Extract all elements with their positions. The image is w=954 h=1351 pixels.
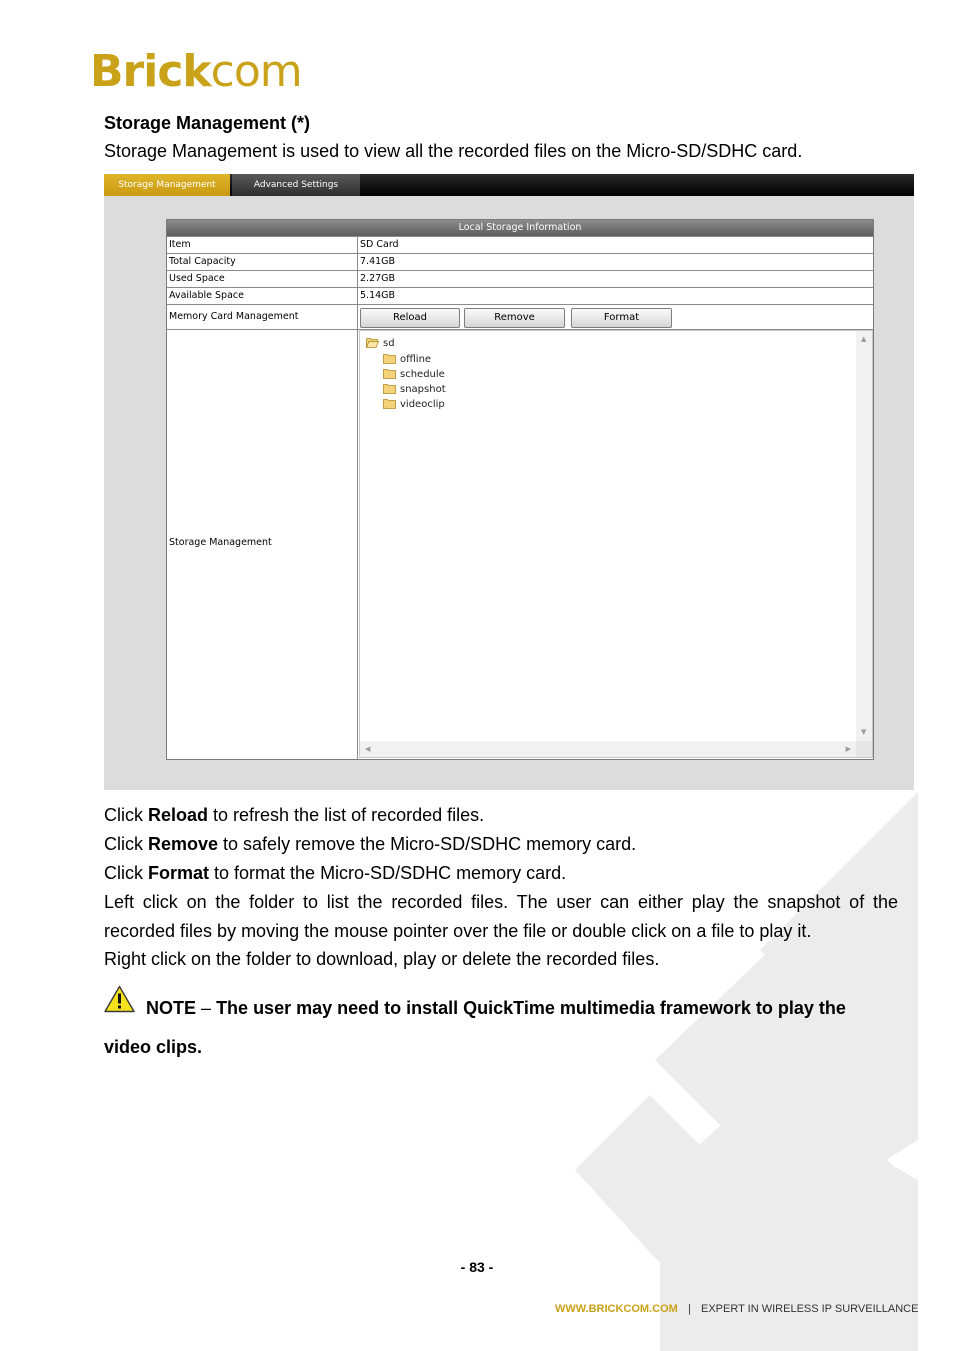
section-intro: Storage Management is used to view all the recorded files on the Micro-SD/SDHC card.: [104, 141, 803, 161]
memory-card-row: [167, 304, 873, 329]
scroll-left-icon[interactable]: ◀: [365, 745, 371, 753]
footer-url[interactable]: WWW.BRICKCOM.COM: [555, 1303, 678, 1315]
tree-node-folder[interactable]: videoclip: [383, 398, 445, 412]
page-number: - 83 -: [460, 1259, 494, 1275]
section-title: Storage Management (*): [104, 113, 311, 133]
table-row: [167, 253, 873, 270]
folder-icon: [383, 368, 396, 379]
reload-button[interactable]: Reload: [360, 308, 460, 328]
tree-node-folder[interactable]: snapshot: [383, 383, 446, 397]
horizontal-scrollbar[interactable]: [360, 741, 856, 757]
footer-slogan: EXPERT IN WIRELESS IP SURVEILLANCE: [701, 1303, 919, 1315]
row-label: Used Space: [169, 273, 225, 284]
scroll-up-icon[interactable]: ▲: [861, 335, 867, 343]
table-title: Local Storage Information: [167, 220, 873, 236]
local-storage-table: [166, 219, 874, 760]
folder-icon: [383, 383, 396, 394]
folder-icon: [383, 398, 396, 409]
scroll-right-icon[interactable]: ▶: [845, 745, 851, 753]
instruction-left-click-2: recorded files by moving the mouse pointer over the file or double click on a file to play it.: [104, 921, 812, 941]
folder-icon: [383, 353, 396, 364]
table-row: [167, 236, 873, 253]
tab-advanced-settings[interactable]: Advanced Settings: [232, 174, 360, 196]
storage-management-screenshot: [104, 174, 914, 790]
memory-card-label: Memory Card Management: [169, 311, 299, 322]
table-row: [167, 270, 873, 287]
tree-node-folder[interactable]: schedule: [383, 368, 445, 382]
brickcom-logo: Brick com: [90, 46, 302, 97]
row-label: Available Space: [169, 290, 244, 301]
note-line-2: video clips.: [104, 1037, 203, 1057]
row-value: 5.14GB: [360, 290, 396, 301]
instruction-right-click: Right click on the folder to download, play or delete the recorded files.: [104, 949, 660, 969]
tree-node-folder[interactable]: offline: [383, 353, 431, 367]
row-label: Item: [169, 239, 191, 250]
table-row: [167, 287, 873, 304]
storage-management-label: Storage Management: [169, 537, 272, 548]
scrollbar-corner: [856, 741, 872, 757]
instruction-remove: Click Remove to safely remove the Micro-SD/SDHC memory card.: [104, 834, 637, 854]
row-value: 2.27GB: [360, 273, 396, 284]
file-tree: [359, 330, 873, 758]
row-value: 7.41GB: [360, 256, 396, 267]
note-line-1: NOTE – The user may need to install QuickTime multimedia framework to play the: [146, 998, 846, 1018]
instruction-reload: Click Reload to refresh the list of recorded files.: [104, 805, 485, 825]
tab-bar: [104, 174, 914, 196]
vertical-scrollbar[interactable]: [856, 331, 872, 741]
remove-button[interactable]: Remove: [464, 308, 565, 328]
row-label: Total Capacity: [169, 256, 236, 267]
scroll-down-icon[interactable]: ▼: [861, 728, 867, 736]
instruction-format: Click Format to format the Micro-SD/SDHC memory card.: [104, 863, 567, 883]
footer-separator: |: [688, 1303, 691, 1315]
tab-storage-management[interactable]: Storage Management: [104, 174, 230, 196]
warning-icon: [104, 985, 135, 1013]
open-folder-icon: [366, 337, 379, 348]
instruction-left-click-1: Left click on the folder to list the recorded files. The user can either play the snapshot of the: [104, 892, 898, 912]
tree-node-root[interactable]: sd: [366, 337, 395, 351]
row-value: SD Card: [360, 239, 399, 250]
format-button[interactable]: Format: [571, 308, 672, 328]
